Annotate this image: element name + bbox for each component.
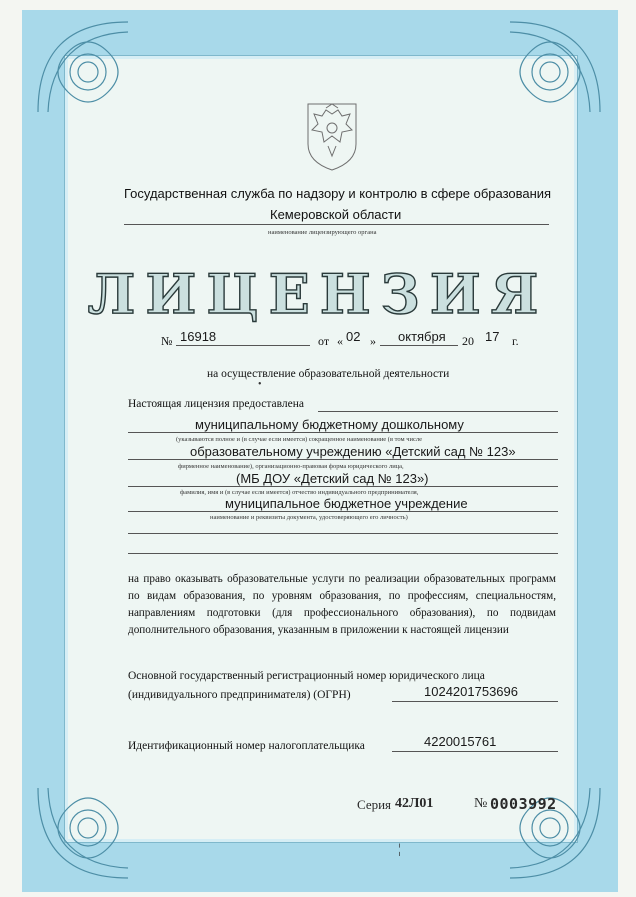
title-text: ЛИЦЕНЗИЯ bbox=[87, 262, 549, 326]
inn-value: 4220015761 bbox=[424, 734, 497, 749]
authority-name-line2: Кемеровской области bbox=[270, 207, 402, 222]
licensee-underline-6 bbox=[128, 553, 558, 554]
licensee-underline-4 bbox=[128, 511, 558, 512]
inn-underline bbox=[392, 751, 558, 752]
date-day: 02 bbox=[346, 329, 361, 344]
licensee-caption3: фамилия, имя и (в случае если имеется) отчество индивидуального предпринимателя, bbox=[180, 489, 419, 496]
month-underline bbox=[380, 345, 458, 346]
licensee-caption2: фирменное наименование), организационно-правовая форма юридического лица, bbox=[178, 463, 404, 470]
coat-of-arms-emblem bbox=[300, 100, 364, 172]
date-from-label: от bbox=[318, 334, 330, 348]
corner-ornament-top-right bbox=[490, 12, 610, 122]
serial-number-value: 0003992 bbox=[490, 795, 557, 813]
licensee-underline-3 bbox=[128, 486, 558, 487]
ogrn-underline bbox=[392, 701, 558, 702]
stray-mark-dot: • bbox=[258, 379, 262, 390]
authority-caption: наименование лицензирующего органа bbox=[268, 229, 377, 236]
licensee-name-line4: муниципальное бюджетное учреждение bbox=[225, 496, 468, 511]
licensee-intro: Настоящая лицензия предоставлена bbox=[128, 398, 304, 410]
date-month: октября bbox=[398, 329, 446, 344]
series-label: Серия bbox=[357, 797, 392, 812]
licensee-caption4: наименование и реквизиты документа, удостоверяющего его личность) bbox=[210, 514, 408, 521]
year-suffix: 17 bbox=[485, 329, 500, 344]
number-underline bbox=[176, 345, 310, 346]
corner-ornament-bottom-left bbox=[28, 778, 148, 888]
licensee-underline-2 bbox=[128, 459, 558, 460]
document-title bbox=[0, 262, 636, 326]
corner-ornament-top-left bbox=[28, 12, 148, 122]
ogrn-label-line2: (индивидуального предпринимателя) (ОГРН) bbox=[128, 689, 351, 701]
licensee-name-line3: (МБ ДОУ «Детский сад № 123») bbox=[236, 471, 429, 486]
year-unit: г. bbox=[512, 334, 519, 348]
date-open-quote: « bbox=[337, 334, 343, 348]
inn-label: Идентификационный номер налогоплательщика bbox=[128, 740, 365, 752]
licensee-caption1: (указываются полное и (в случае если имеется) сокращенное наименование (в том числе bbox=[176, 436, 423, 443]
date-close-quote: » bbox=[370, 334, 376, 348]
ogrn-label-line1: Основной государственный регистрационный номер юридического лица bbox=[128, 670, 485, 682]
serial-number-prefix: № bbox=[474, 796, 488, 811]
year-prefix: 20 bbox=[462, 334, 474, 348]
license-number: 16918 bbox=[180, 329, 217, 344]
series-value: 42Л01 bbox=[395, 796, 434, 811]
authority-name-line1: Государственная служба по надзору и контролю в сфере образования bbox=[124, 186, 552, 201]
licensee-underline-1 bbox=[128, 432, 558, 433]
licensee-underline-0 bbox=[318, 411, 558, 412]
authority-underline bbox=[124, 224, 549, 225]
license-purpose: на осуществление образовательной деятельности bbox=[207, 368, 450, 380]
number-prefix: № bbox=[161, 334, 173, 348]
licensee-underline-5 bbox=[128, 533, 558, 534]
licensee-name-line2: образовательному учреждению «Детский сад № 123» bbox=[190, 444, 516, 459]
rights-paragraph: на право оказывать образовательные услуги по реализации образовательных программ по видам образования, по уровням образования, по профессиям, специальностям, направлениям подготовки (для профессионального образования), по подвидам дополнительного образования, указанным в приложении к настоящей лицензии bbox=[128, 573, 556, 636]
stray-mark-bottom: ¦ bbox=[398, 842, 401, 857]
licensee-name-line1: муниципальному бюджетному дошкольному bbox=[195, 417, 464, 432]
ogrn-value: 1024201753696 bbox=[424, 684, 518, 699]
